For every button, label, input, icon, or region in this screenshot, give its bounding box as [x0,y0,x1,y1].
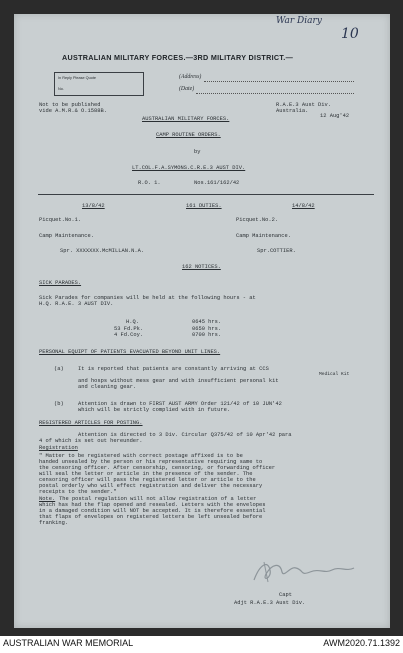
personal-b-label: (b) [54,401,64,407]
reply-no-label: No. [58,87,64,91]
duties-right-1: Picquet.No.2. [236,217,279,223]
duties-left-1: Picquet.No.1. [39,217,82,223]
note-label: Note. [39,496,56,502]
personal-a-label: (a) [54,366,64,372]
heading-amf: AUSTRALIAN MILITARY FORCES. [142,116,230,122]
registration-body-6: postal orderly who will effect registration and deliver the necessary [39,483,263,489]
registered-intro-2: 4 of which is set out hereunder. [39,438,143,444]
registration-subtitle: Registration [39,445,78,451]
duties-left-2: Camp Maintenance. [39,233,94,239]
sick-row-hq-time: 0645 hrs. [192,319,222,325]
country-line: Australia. [276,108,309,114]
note-line-2: which has had the flap opened and resealed. Letters with the envelopes [39,502,266,508]
note-line-1: The postal regulation will not allow registration of a letter [59,496,257,502]
sick-row-hq-unit: H.Q. [126,319,139,325]
unit-line: R.A.E.3 Aust Div. [276,102,331,108]
note-line-3: in a damaged condition will NOT be accepted. It is therefore essential [39,508,266,514]
personal-title: PERSONAL EQUIPT OF PATIENTS EVACUATED BEYOND UNIT LINES. [39,349,221,355]
registered-title: REGISTERED ARTICLES FOR POSTING. [39,420,143,426]
sick-row-fdcoy-unit: 4 Fd.Coy. [114,332,144,338]
vide-reference: vide A.M.R.& O.1588B. [39,108,107,114]
sick-text-2: H.Q. R.A.E. 3 AUST DIV. [39,301,114,307]
note-line-4: that flaps of envelopes on registered letters be left unsealed before [39,514,263,520]
date-label: (Date) [179,86,195,92]
sick-text-1: Sick Parades for companies will be held at the following hours - at [39,295,256,301]
signature-scrawl [250,556,360,586]
personal-b-line1: Attention is drawn to FIRST AUST ARMY Order 121/42 of 10 JUN'42 [78,401,282,407]
duties-title: 161 DUTIES. [186,203,222,209]
personal-a-line1: It is reported that patients are constantly arriving at CCS [78,366,269,372]
heading-by: by [194,149,201,155]
sick-row-fdpk-unit: 53 Fd.Pk. [114,326,144,332]
notices-title: 162 NOTICES. [182,264,221,270]
heading-ro: R.O. 1. [138,180,161,186]
note-line-5: franking. [39,520,69,526]
personal-a-above: Medical Kit [319,372,350,377]
personal-b-line2: which will be strictly complied with in future. [78,407,231,413]
footer-accession-number: AWM2020.71.1392 [323,638,400,648]
not-to-be-published: Not to be published [39,102,101,108]
personal-a-line3: and cleaning gear. [78,384,137,390]
sick-title: SICK PARADES. [39,280,82,286]
handwritten-number: 10 [341,26,359,42]
heading-divider [38,194,374,195]
duties-left-3: Spr. XXXXXXX.McMILLAN.N.A. [60,248,145,254]
reply-quote-label: In Reply Please Quote [58,76,96,80]
order-date: 12 Aug'42 [320,113,350,119]
registration-body-7: receipts to the sender." [39,489,117,495]
sick-row-fdcoy-time: 0700 hrs. [192,332,222,338]
sick-row-fdpk-time: 0650 hrs. [192,326,222,332]
registration-body-4: will seal the letter or article in the presence of the sender. The [39,471,253,477]
registration-body-5: censoring officer will pass the registered letter or article to the [39,477,256,483]
heading-commander: LT.COL.F.A.SYMONS.C.R.E.3 AUST DIV. [132,165,246,171]
registration-body-1: " Matter to be registered with correct postage affixed is to be [39,453,243,459]
address-label: (Address) [179,74,202,80]
registration-body-2: handed unsealed by the person or his representative requiring same to [39,459,263,465]
registration-body-3: the censoring officer. After censorship, censoring, or forwarding officer [39,465,276,471]
duties-date-right: 14/8/42 [292,203,315,209]
signature-title: Adjt R.A.E.3 Aust Div. [234,600,306,606]
duties-right-3: Spr.COTTIER. [257,248,296,254]
letterhead-title: AUSTRALIAN MILITARY FORCES.—3RD MILITARY DISTRICT.— [62,53,294,62]
signature-rank: Capt [279,592,292,598]
personal-a-line2: and hosps without mess gear and with insufficient personal kit [78,378,279,384]
heading-camp-orders: CAMP ROUTINE ORDERS. [156,132,221,138]
registered-intro-1: Attention is directed to 3 Div. Circular Q375/42 of 10 Apr'42 para [78,432,292,438]
document-page [14,14,390,628]
duties-date-left: 13/8/42 [82,203,105,209]
footer-collection: AUSTRALIAN WAR MEMORIAL [3,638,134,648]
handwritten-war-diary: War Diary [276,16,322,26]
duties-right-2: Camp Maintenance. [236,233,291,239]
heading-nos: Nos.161/162/42 [194,180,240,186]
